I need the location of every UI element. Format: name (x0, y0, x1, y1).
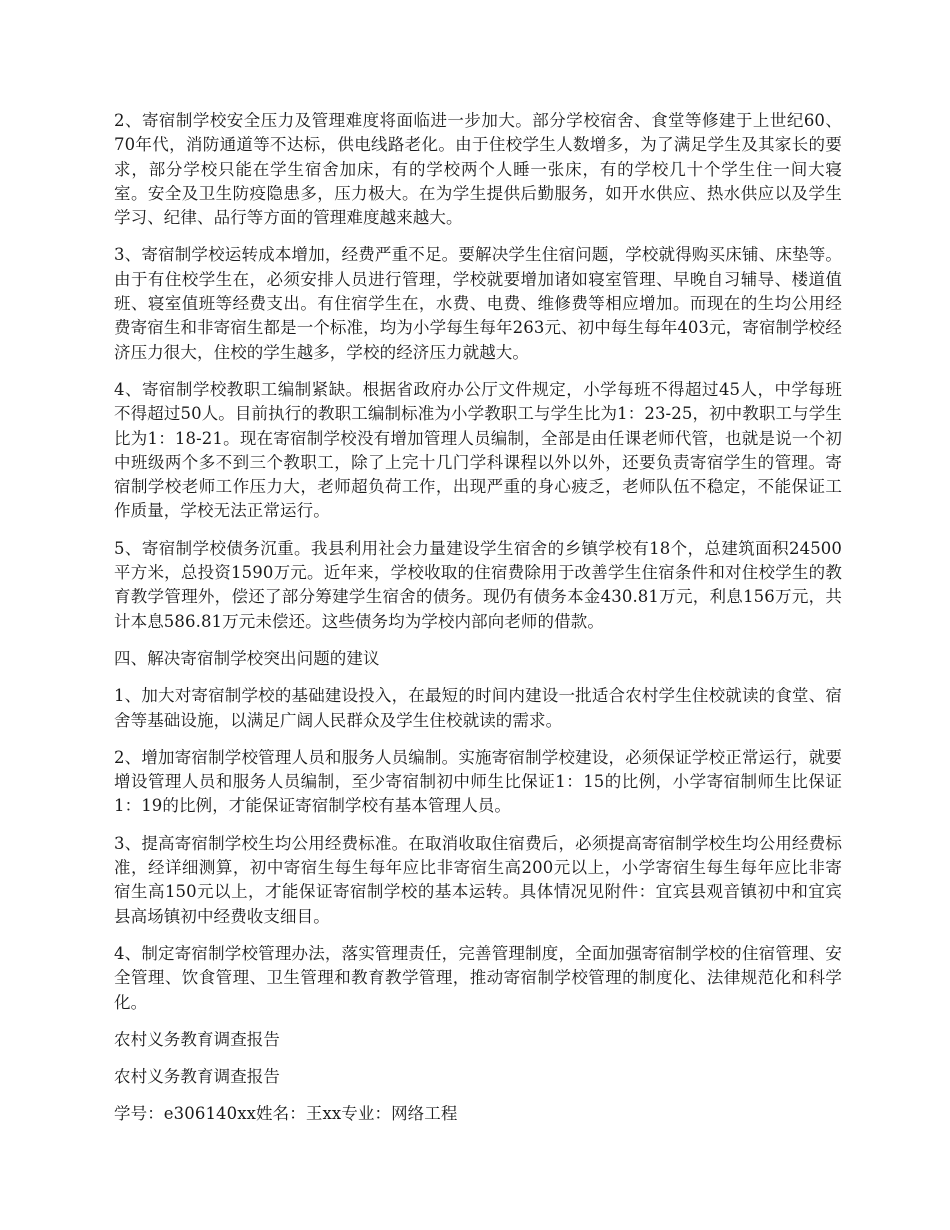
document-body (114, 109, 842, 1140)
report-title: 农村义务教育调查报告 (114, 1029, 280, 1049)
student-info-line: 学号：e306140xx姓名：王xx专业：网络工程 (114, 1104, 458, 1124)
paragraph-operating-cost: 3、寄宿制学校运转成本增加，经费严重不足。要解决学生住宿问题，学校就得购买床铺、床垫等。由于有住校学生在，必须安排人员进行管理，学校就要增加诸如寝室管理、早晚自习辅导、楼道值班、寝室值班等经费支出。有住宿学生在，水费、电费、维修费等相应增加。而现在的生均公用经费寄宿生和非寄宿生都是一个标准，均为小学每生每年263元、初中每生每年403元，寄宿制学校经济压力很大，住校的学生越多，学校的经济压力就越大。 (114, 245, 842, 362)
paragraph-suggestion-management: 4、制定寄宿制学校管理办法，落实管理责任，完善管理制度，全面加强寄宿制学校的住宿管理、安全管理、饮食管理、卫生管理和教育教学管理，推动寄宿制学校管理的制度化、法律规范化和科学化。 (114, 943, 842, 1012)
report-title-repeat: 农村义务教育调查报告 (114, 1067, 280, 1087)
paragraph-debt: 5、寄宿制学校债务沉重。我县利用社会力量建设学生宿舍的乡镇学校有18个，总建筑面积24500平方米，总投资1590万元。近年来，学校收取的住宿费除用于改善学生住宿条件和对住校学生的教育教学管理外，偿还了部分筹建学生宿舍的债务。现仍有债务本金430.81万元，利息156万元，共计本息586.81万元未偿还。这些债务均为学校内部向老师的借款。 (114, 538, 842, 631)
paragraph-suggestion-staffing: 2、增加寄宿制学校管理人员和服务人员编制。实施寄宿制学校建设，必须保证学校正常运行，就要增设管理人员和服务人员编制，至少寄宿制初中师生比保证1：15的比例，小学寄宿制师生比保证1：19的比例，才能保证寄宿制学校有基本管理人员。 (114, 747, 842, 816)
paragraph-safety-pressure: 2、寄宿制学校安全压力及管理难度将面临进一步加大。部分学校宿舍、食堂等修建于上世纪60、70年代，消防通道等不达标，供电线路老化。由于住校学生人数增多，为了满足学生及其家长的要求，部分学校只能在学生宿舍加床，有的学校两个人睡一张床，有的学校几十个学生住一间大寝室。安全及卫生防疫隐患多，压力极大。在为学生提供后勤服务，如开水供应、热水供应以及学生学习、纪律、品行等方面的管理难度越来越大。 (114, 111, 842, 228)
paragraph-staff-shortage: 4、寄宿制学校教职工编制紧缺。根据省政府办公厅文件规定，小学每班不得超过45人，中学每班不得超过50人。目前执行的教职工编制标准为小学教职工与学生比为1：23-25，初中教职工与学生比为1：18-21。现在寄宿制学校没有增加管理人员编制，全部是由任课老师代管，也就是说一个初中班级两个多不到三个教职工，除了上完十几门学科课程以外以外，还要负责寄宿学生的管理。寄宿制学校老师工作压力大，老师超负荷工作，出现严重的身心疲乏，老师队伍不稳定，不能保证工作质量，学校无法正常运行。 (114, 379, 842, 521)
paragraph-suggestion-infrastructure: 1、加大对寄宿制学校的基础建设投入，在最短的时间内建设一批适合农村学生住校就读的食堂、宿舍等基础设施，以满足广阔人民群众及学生住校就读的需求。 (114, 686, 842, 730)
paragraph-suggestion-funding: 3、提高寄宿制学校生均公用经费标准。在取消收取住宿费后，必须提高寄宿制学校生均公用经费标准，经详细测算，初中寄宿生每生每年应比非寄宿生高200元以上，小学寄宿生每生每年应比非寄宿生高150元以上，才能保证寄宿制学校的基本运转。具体情况见附件：宜宾县观音镇初中和宜宾县高场镇初中经费收支细目。 (114, 833, 842, 926)
section-heading-suggestions: 四、解决寄宿制学校突出问题的建议 (114, 648, 380, 668)
